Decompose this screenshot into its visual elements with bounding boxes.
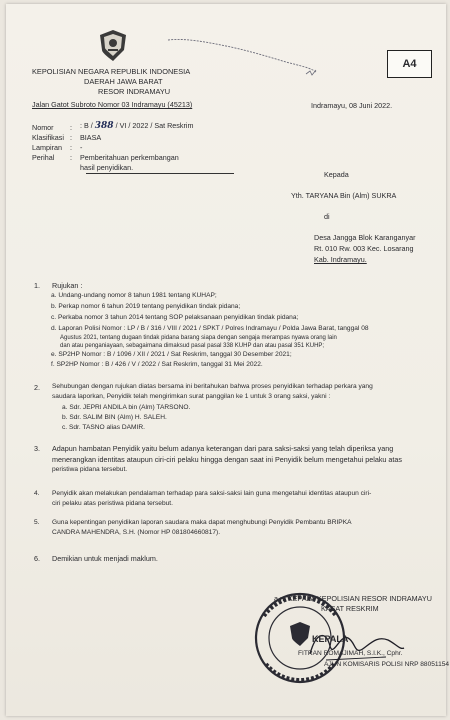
ref-d-2: Agustus 2021, tentang dugaan tindak pidana barang siapa dengan sengaja merampas nyawa orang lain <box>60 335 337 341</box>
point-2-line-2: saudara laporkan, Penyidik telah mengirimkan surat panggilan ke 1 untuk 3 orang saksi, yakni : <box>52 393 331 400</box>
meta-label-nomor: Nomor <box>32 123 54 132</box>
point-4-line-1: Penyidik akan melakukan pendalaman terhadap para saksi-saksi lain guna mengetahui identitas ataupun ciri- <box>52 490 372 497</box>
org-line-2: DAERAH JAWA BARAT <box>84 77 163 86</box>
point-1-number: 1. <box>34 281 40 290</box>
point-6-number: 6. <box>34 554 40 563</box>
ref-a: a. Undang-undang nomor 8 tahun 1981 tentang KUHAP; <box>51 292 217 299</box>
signature-line-2: KASAT RESKRIM <box>321 604 379 613</box>
point-5-line-2: CANDRA MAHENDRA, S.H. (Nomor HP 081804660817). <box>52 529 221 536</box>
point-4-number: 4. <box>34 490 40 497</box>
meta-value-perihal-1: Pemberitahuan perkembangan <box>80 153 179 162</box>
kepada-label: Kepada <box>324 170 349 179</box>
meta-label-perihal: Perihal <box>32 153 55 162</box>
recipient-address-3: Kab. Indramayu. <box>314 255 367 264</box>
letter-page <box>6 4 450 716</box>
point-3-line-3: peristiwa pidana tersebut. <box>52 466 128 473</box>
subject-rule <box>86 173 234 174</box>
handwritten-scribble-icon <box>166 34 326 84</box>
ref-f: f. SP2HP Nomor : B / 426 / V / 2022 / Sat Reskrim, tanggal 31 Mei 2022. <box>51 361 263 368</box>
point-3-line-2: menerangkan identitas ataupun ciri-ciri pelaku hingga dengan saat ini Penyidik belum mengetahui pelaku atas <box>52 455 403 464</box>
meta-label-lampiran: Lampiran <box>32 143 62 152</box>
ref-b: b. Perkap nomor 6 tahun 2019 tentang penyidikan tindak pidana; <box>51 303 241 310</box>
point-2-line-1: Sehubungan dengan rujukan diatas bersama ini beritahukan bahwa proses penyidikan terhadap perkara yang <box>52 383 373 390</box>
recipient-address-2: Rt. 010 Rw. 003 Kec. Losarang <box>314 244 414 253</box>
meta-value-perihal-2: hasil penyidikan. <box>80 163 134 172</box>
witness-a: a. Sdr. JEPRI ANDILA bin (Alm) TARSONO. <box>62 404 191 411</box>
meta-value-nomor: : B / 388 / VI / 2022 / Sat Reskrim <box>80 121 194 131</box>
point-3-number: 3. <box>34 444 40 453</box>
meta-colon: : <box>70 123 72 132</box>
meta-label-klasifikasi: Klasifikasi <box>32 133 64 142</box>
point-3-line-1: Adapun hambatan Penyidik yaitu belum adanya keterangan dari para saksi-saksi yang telah diperiksa yang <box>52 444 394 453</box>
witness-c: c. Sdr. TASNO alias DAMIR. <box>62 424 145 431</box>
meta-colon: : <box>70 153 72 162</box>
point-4-line-2: ciri pelaku atas peristiwa pidana tersebut. <box>52 500 173 507</box>
point-5-number: 5. <box>34 519 40 526</box>
point-1-title: Rujukan : <box>52 281 83 290</box>
meta-value-klasifikasi: BIASA <box>80 133 102 142</box>
recipient-name: Yth. TARYANA Bin (Alm) SUKRA <box>291 191 397 200</box>
signature-name: FITRAN ROMAJIMAH, S.I.K., Cphr. <box>298 650 403 657</box>
org-line-3: RESOR INDRAMAYU <box>98 87 171 96</box>
witness-b: b. Sdr. SALIM BIN (Alm) H. SALEH. <box>62 414 167 421</box>
signature-rank: AJUN KOMISARIS POLISI NRP 88051154 <box>324 661 450 668</box>
point-5-line-1: Guna kepentingan penyidikan laporan saudara maka dapat menghubungi Penyidik Pembantu BRIPKA <box>52 519 352 526</box>
ref-c: c. Perkaba nomor 3 tahun 2014 tentang SOP pelaksanaan penyidikan tindak pidana; <box>51 314 299 321</box>
place-date: Indramayu, 08 Juni 2022. <box>311 101 393 110</box>
police-emblem-icon <box>96 28 130 62</box>
recipient-address-1: Desa Jangga Blok Karanganyar <box>314 233 416 242</box>
meta-colon: : <box>70 143 72 152</box>
meta-colon: : <box>70 133 72 142</box>
a4-stamp: A4 <box>387 50 432 78</box>
signature-kepala: KEPALA <box>312 634 349 644</box>
org-line-1: KEPOLISIAN NEGARA REPUBLIK INDONESIA <box>32 67 191 76</box>
ref-d-3: dan atau penganiayaan, sebagaimana dimaksud pasal pasal 338 KUHP dan atau pasal 351 KUHP; <box>60 343 325 349</box>
point-2-number: 2. <box>34 383 40 392</box>
ref-d-1: d. Laporan Polisi Nomor : LP / B / 316 / VIII / 2021 / SPKT / Polres Indramayu / Polda Jawa Barat, tanggal 08 <box>51 325 369 332</box>
ref-e: e. SP2HP Nomor : B / 1096 / XII / 2021 / Sat Reskrim, tanggal 30 Desember 2021; <box>51 351 292 358</box>
org-address: Jalan Gatot Subroto Nomor 03 Indramayu (45213) <box>32 100 193 109</box>
signature-line-1: a.n. KEPALA KEPOLISIAN RESOR INDRAMAYU <box>274 594 432 603</box>
point-6-line-1: Demikian untuk menjadi maklum. <box>52 554 158 563</box>
meta-value-lampiran: - <box>80 143 83 152</box>
di-label: di <box>324 212 330 221</box>
